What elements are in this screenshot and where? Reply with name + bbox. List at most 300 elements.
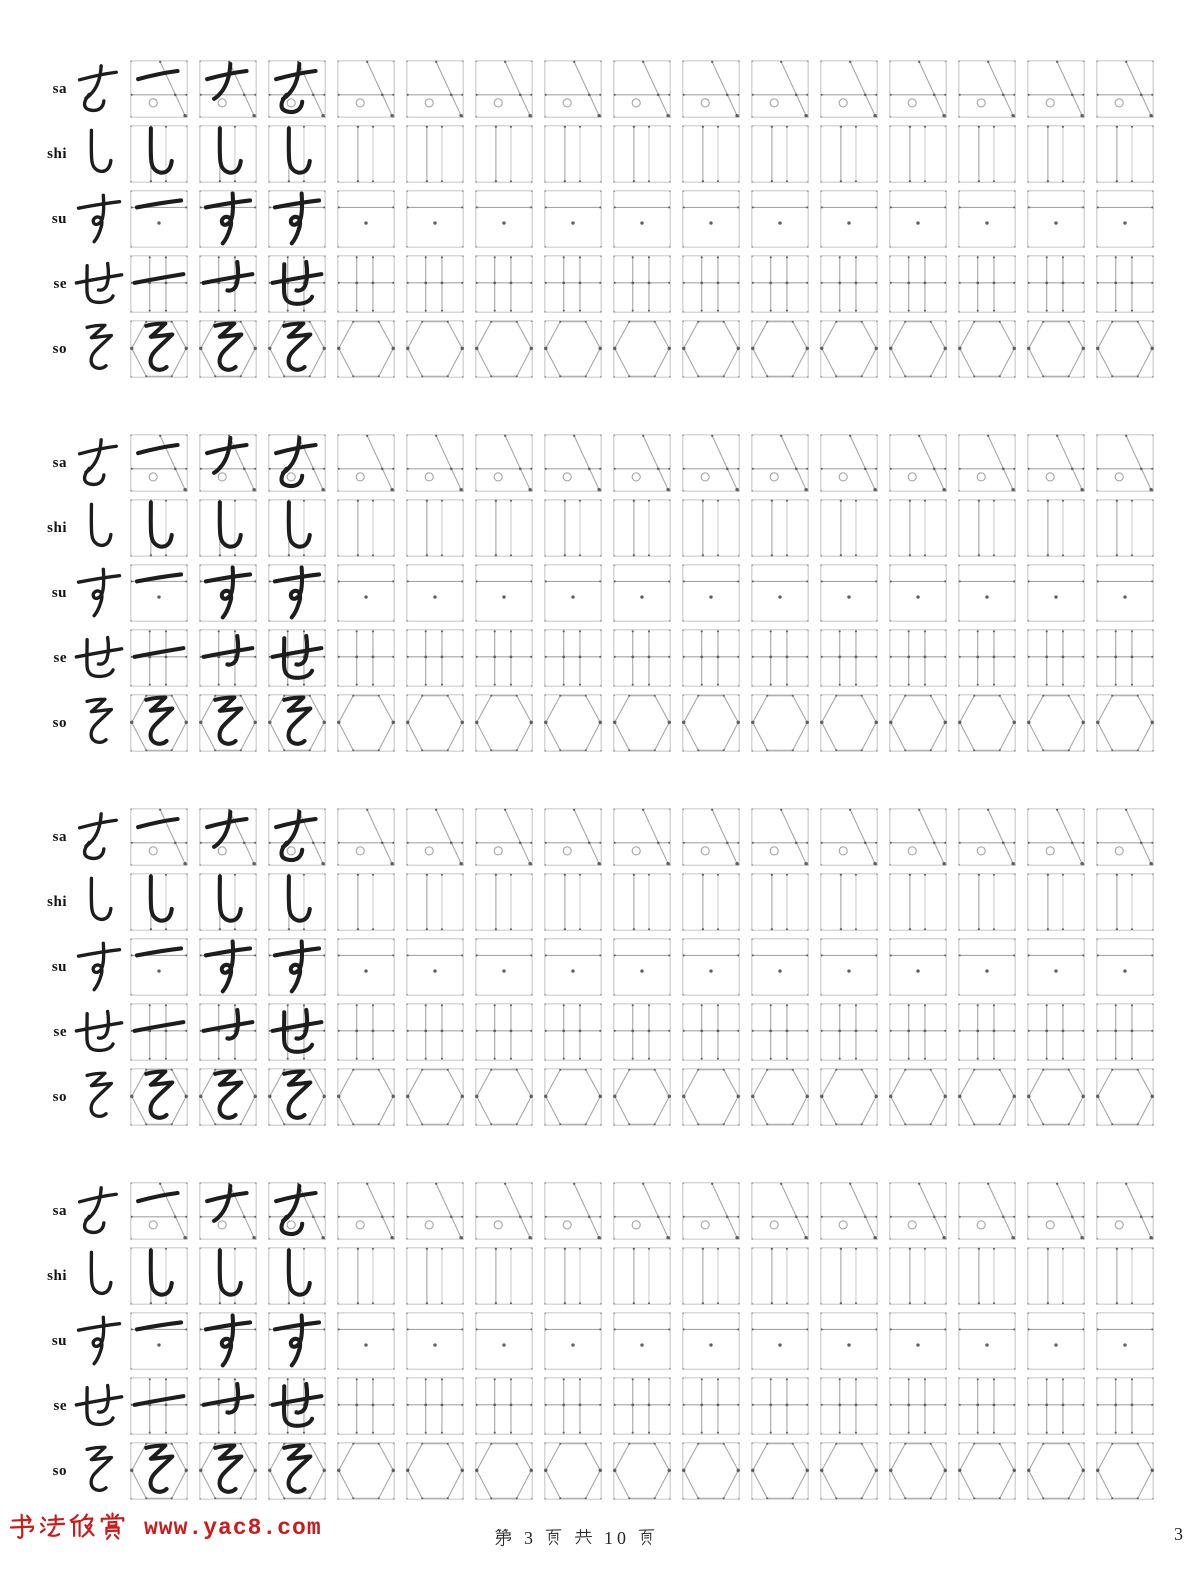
- kana-glyph-se: [72, 1003, 126, 1061]
- practice-boxes-so: [130, 320, 1154, 378]
- practice-cell-shi: [751, 873, 809, 931]
- practice-cell-se: [1027, 255, 1085, 313]
- practice-cell-so: [475, 694, 533, 752]
- practice-cell-se: [1096, 255, 1154, 313]
- practice-cell-so: [820, 1068, 878, 1126]
- practice-cell-se: [958, 1003, 1016, 1061]
- romaji-label-se: se: [53, 275, 67, 292]
- trace-cell-so: [268, 1442, 326, 1500]
- trace-cell-shi: [130, 125, 188, 183]
- practice-cell-su: [406, 938, 464, 996]
- practice-cell-shi: [820, 125, 878, 183]
- practice-boxes-se: [130, 255, 1154, 313]
- practice-cell-shi: [889, 1247, 947, 1305]
- practice-cell-sa: [889, 60, 947, 118]
- kana-glyph-sa: [72, 1182, 126, 1240]
- practice-cell-su: [751, 190, 809, 248]
- practice-cell-se: [613, 629, 671, 687]
- practice-row-se: [0, 1003, 1188, 1061]
- trace-cell-su: [268, 938, 326, 996]
- practice-cell-su: [889, 190, 947, 248]
- trace-cell-shi: [268, 1247, 326, 1305]
- practice-cell-sa: [682, 808, 740, 866]
- trace-cell-shi: [199, 873, 257, 931]
- trace-cell-se: [268, 255, 326, 313]
- practice-cell-so: [751, 1442, 809, 1500]
- practice-cell-su: [337, 190, 395, 248]
- romaji-label-sa: sa: [52, 828, 67, 845]
- kana-glyph-se: [72, 629, 126, 687]
- practice-boxes-su: [130, 564, 1154, 622]
- romaji-label-so: so: [52, 1088, 67, 1105]
- trace-cell-sa: [199, 60, 257, 118]
- practice-block: [0, 1182, 1188, 1500]
- trace-cell-sa: [268, 1182, 326, 1240]
- practice-boxes-su: [130, 938, 1154, 996]
- practice-cell-se: [1027, 629, 1085, 687]
- corner-page-number: 3: [1174, 1524, 1183, 1544]
- practice-cell-shi: [475, 125, 533, 183]
- practice-row-sa: [0, 434, 1188, 492]
- practice-cell-se: [475, 1377, 533, 1435]
- practice-cell-shi: [475, 873, 533, 931]
- practice-cell-se: [889, 1003, 947, 1061]
- practice-cell-su: [1027, 1312, 1085, 1370]
- practice-cell-so: [613, 1442, 671, 1500]
- practice-boxes-so: [130, 1442, 1154, 1500]
- practice-cell-so: [958, 1442, 1016, 1500]
- practice-cell-so: [1096, 320, 1154, 378]
- romaji-label-su: su: [51, 210, 67, 227]
- practice-cell-su: [475, 564, 533, 622]
- trace-cell-su: [199, 938, 257, 996]
- practice-cell-so: [613, 694, 671, 752]
- practice-cell-sa: [1096, 1182, 1154, 1240]
- practice-cell-sa: [613, 434, 671, 492]
- practice-cell-so: [1027, 320, 1085, 378]
- practice-cell-shi: [820, 1247, 878, 1305]
- practice-cell-shi: [337, 873, 395, 931]
- practice-cell-so: [889, 1068, 947, 1126]
- practice-cell-shi: [889, 873, 947, 931]
- practice-cell-su: [337, 1312, 395, 1370]
- practice-boxes-se: [130, 629, 1154, 687]
- trace-cell-su: [130, 1312, 188, 1370]
- practice-cell-shi: [1096, 873, 1154, 931]
- practice-cell-shi: [406, 499, 464, 557]
- practice-cell-shi: [751, 1247, 809, 1305]
- practice-cell-se: [751, 255, 809, 313]
- practice-cell-sa: [1096, 60, 1154, 118]
- practice-cell-shi: [613, 873, 671, 931]
- practice-cell-sa: [613, 1182, 671, 1240]
- practice-block: [0, 60, 1188, 378]
- practice-cell-se: [613, 1003, 671, 1061]
- practice-block: [0, 434, 1188, 752]
- practice-cell-shi: [682, 1247, 740, 1305]
- practice-cell-so: [544, 1442, 602, 1500]
- trace-cell-su: [130, 564, 188, 622]
- practice-cell-sa: [613, 60, 671, 118]
- trace-cell-shi: [130, 499, 188, 557]
- trace-cell-so: [130, 694, 188, 752]
- practice-cell-shi: [889, 499, 947, 557]
- romaji-label-se: se: [53, 1397, 67, 1414]
- practice-cell-shi: [544, 873, 602, 931]
- practice-boxes-so: [130, 1068, 1154, 1126]
- romaji-label-su: su: [51, 584, 67, 601]
- practice-cell-sa: [1096, 808, 1154, 866]
- trace-cell-se: [268, 629, 326, 687]
- practice-blocks: [0, 60, 1188, 1500]
- practice-cell-shi: [337, 125, 395, 183]
- practice-cell-se: [682, 1003, 740, 1061]
- practice-cell-so: [682, 694, 740, 752]
- trace-cell-sa: [268, 60, 326, 118]
- practice-cell-sa: [958, 60, 1016, 118]
- kana-glyph-sa: [72, 434, 126, 492]
- practice-cell-se: [820, 629, 878, 687]
- trace-cell-shi: [199, 125, 257, 183]
- trace-cell-se: [130, 1377, 188, 1435]
- cjk-glyph: [98, 1512, 127, 1543]
- kana-glyph-se: [72, 255, 126, 313]
- practice-cell-su: [406, 190, 464, 248]
- practice-cell-se: [544, 255, 602, 313]
- practice-cell-sa: [682, 60, 740, 118]
- trace-cell-so: [130, 1068, 188, 1126]
- trace-cell-sa: [268, 808, 326, 866]
- practice-cell-sa: [751, 60, 809, 118]
- practice-cell-sa: [1096, 434, 1154, 492]
- practice-row-se: [0, 629, 1188, 687]
- practice-cell-sa: [751, 434, 809, 492]
- kana-glyph-su: [72, 1312, 126, 1370]
- romaji-label-so: so: [52, 1462, 67, 1479]
- page-number-text: 0: [617, 1528, 626, 1548]
- practice-cell-shi: [1096, 499, 1154, 557]
- practice-cell-su: [682, 190, 740, 248]
- practice-cell-shi: [958, 499, 1016, 557]
- trace-cell-su: [199, 564, 257, 622]
- practice-boxes-su: [130, 1312, 1154, 1370]
- practice-cell-se: [820, 255, 878, 313]
- practice-cell-su: [1027, 938, 1085, 996]
- practice-cell-sa: [475, 1182, 533, 1240]
- practice-row-shi: [0, 1247, 1188, 1305]
- practice-boxes-su: [130, 190, 1154, 248]
- kana-glyph-shi: [72, 499, 126, 557]
- practice-cell-se: [613, 1377, 671, 1435]
- romaji-label-shi: shi: [47, 145, 67, 162]
- practice-cell-so: [889, 1442, 947, 1500]
- practice-cell-sa: [682, 434, 740, 492]
- trace-cell-so: [199, 1068, 257, 1126]
- practice-cell-se: [889, 629, 947, 687]
- practice-cell-se: [1096, 1003, 1154, 1061]
- practice-cell-se: [820, 1377, 878, 1435]
- practice-cell-sa: [820, 1182, 878, 1240]
- practice-cell-shi: [475, 1247, 533, 1305]
- practice-cell-so: [1027, 694, 1085, 752]
- practice-cell-se: [682, 629, 740, 687]
- practice-cell-sa: [751, 1182, 809, 1240]
- practice-cell-se: [682, 255, 740, 313]
- romaji-label-su: su: [51, 1332, 67, 1349]
- practice-cell-sa: [889, 1182, 947, 1240]
- practice-cell-shi: [1027, 873, 1085, 931]
- practice-cell-so: [820, 320, 878, 378]
- practice-row-su: [0, 564, 1188, 622]
- trace-cell-se: [199, 1003, 257, 1061]
- trace-cell-sa: [199, 1182, 257, 1240]
- kana-glyph-shi: [72, 1247, 126, 1305]
- romaji-label-sa: sa: [52, 80, 67, 97]
- trace-cell-shi: [268, 873, 326, 931]
- trace-cell-sa: [268, 434, 326, 492]
- practice-cell-so: [1096, 1442, 1154, 1500]
- trace-cell-su: [130, 190, 188, 248]
- practice-cell-so: [613, 320, 671, 378]
- romaji-label-sa: sa: [52, 1202, 67, 1219]
- practice-cell-so: [682, 320, 740, 378]
- practice-cell-su: [613, 938, 671, 996]
- trace-cell-so: [199, 320, 257, 378]
- practice-cell-sa: [682, 1182, 740, 1240]
- practice-boxes-se: [130, 1003, 1154, 1061]
- practice-boxes-sa: [130, 1182, 1154, 1240]
- trace-cell-se: [130, 1003, 188, 1061]
- practice-cell-su: [682, 1312, 740, 1370]
- kana-glyph-se: [72, 1377, 126, 1435]
- practice-cell-shi: [958, 873, 1016, 931]
- practice-cell-shi: [613, 499, 671, 557]
- practice-cell-sa: [475, 808, 533, 866]
- practice-cell-sa: [544, 60, 602, 118]
- practice-cell-su: [544, 190, 602, 248]
- practice-cell-sa: [475, 434, 533, 492]
- practice-cell-se: [337, 1377, 395, 1435]
- practice-cell-su: [475, 190, 533, 248]
- practice-cell-so: [889, 694, 947, 752]
- practice-boxes-shi: [130, 125, 1154, 183]
- practice-cell-so: [544, 1068, 602, 1126]
- practice-cell-so: [958, 1068, 1016, 1126]
- practice-cell-se: [820, 1003, 878, 1061]
- practice-cell-sa: [613, 808, 671, 866]
- practice-cell-se: [751, 629, 809, 687]
- trace-cell-so: [199, 694, 257, 752]
- kana-glyph-sa: [72, 808, 126, 866]
- practice-boxes-sa: [130, 808, 1154, 866]
- trace-cell-so: [199, 1442, 257, 1500]
- practice-cell-su: [1027, 190, 1085, 248]
- practice-cell-sa: [751, 808, 809, 866]
- practice-cell-shi: [475, 499, 533, 557]
- practice-cell-su: [544, 1312, 602, 1370]
- practice-boxes-sa: [130, 60, 1154, 118]
- practice-cell-shi: [820, 873, 878, 931]
- romaji-label-sa: sa: [52, 454, 67, 471]
- practice-cell-so: [544, 694, 602, 752]
- practice-cell-se: [1096, 1377, 1154, 1435]
- trace-cell-so: [130, 320, 188, 378]
- cjk-glyph: [574, 1528, 593, 1548]
- practice-cell-shi: [820, 499, 878, 557]
- practice-cell-shi: [1027, 125, 1085, 183]
- practice-cell-shi: [613, 125, 671, 183]
- practice-cell-se: [337, 1003, 395, 1061]
- trace-cell-se: [130, 255, 188, 313]
- romaji-label-shi: shi: [47, 893, 67, 910]
- practice-cell-shi: [751, 125, 809, 183]
- kana-glyph-su: [72, 938, 126, 996]
- practice-cell-so: [820, 1442, 878, 1500]
- trace-cell-se: [199, 255, 257, 313]
- practice-cell-su: [682, 938, 740, 996]
- trace-cell-sa: [130, 60, 188, 118]
- practice-cell-shi: [1096, 1247, 1154, 1305]
- practice-cell-su: [958, 564, 1016, 622]
- practice-cell-su: [889, 1312, 947, 1370]
- trace-cell-so: [268, 1068, 326, 1126]
- practice-row-sa: [0, 1182, 1188, 1240]
- practice-cell-su: [1096, 1312, 1154, 1370]
- kana-glyph-so: [72, 694, 126, 752]
- practice-cell-sa: [820, 60, 878, 118]
- practice-cell-sa: [1027, 60, 1085, 118]
- practice-cell-su: [544, 938, 602, 996]
- practice-cell-se: [475, 1003, 533, 1061]
- practice-cell-shi: [751, 499, 809, 557]
- practice-row-se: [0, 1377, 1188, 1435]
- trace-cell-so: [268, 320, 326, 378]
- trace-cell-su: [268, 564, 326, 622]
- cjk-glyph: [637, 1528, 656, 1548]
- practice-cell-sa: [958, 1182, 1016, 1240]
- trace-cell-se: [268, 1003, 326, 1061]
- practice-cell-su: [406, 1312, 464, 1370]
- practice-cell-so: [544, 320, 602, 378]
- practice-cell-sa: [475, 60, 533, 118]
- practice-cell-so: [337, 1442, 395, 1500]
- practice-row-so: [0, 320, 1188, 378]
- practice-cell-so: [406, 320, 464, 378]
- practice-cell-su: [613, 564, 671, 622]
- trace-cell-su: [268, 1312, 326, 1370]
- practice-cell-su: [958, 1312, 1016, 1370]
- practice-cell-su: [1096, 564, 1154, 622]
- practice-cell-so: [751, 694, 809, 752]
- practice-cell-shi: [406, 873, 464, 931]
- practice-cell-se: [475, 629, 533, 687]
- practice-cell-so: [1027, 1442, 1085, 1500]
- kana-glyph-so: [72, 1068, 126, 1126]
- practice-cell-so: [337, 694, 395, 752]
- practice-boxes-shi: [130, 1247, 1154, 1305]
- practice-row-shi: [0, 873, 1188, 931]
- practice-cell-se: [1027, 1377, 1085, 1435]
- practice-cell-shi: [544, 499, 602, 557]
- practice-cell-se: [544, 1377, 602, 1435]
- practice-cell-su: [751, 564, 809, 622]
- practice-cell-so: [682, 1442, 740, 1500]
- kana-glyph-su: [72, 564, 126, 622]
- practice-cell-sa: [544, 434, 602, 492]
- practice-cell-so: [751, 1068, 809, 1126]
- romaji-label-se: se: [53, 649, 67, 666]
- practice-cell-su: [613, 190, 671, 248]
- trace-cell-sa: [130, 1182, 188, 1240]
- practice-cell-sa: [337, 60, 395, 118]
- practice-cell-shi: [1096, 125, 1154, 183]
- practice-cell-shi: [1027, 499, 1085, 557]
- practice-cell-sa: [958, 808, 1016, 866]
- practice-row-shi: [0, 499, 1188, 557]
- practice-cell-so: [337, 320, 395, 378]
- practice-cell-su: [406, 564, 464, 622]
- practice-cell-shi: [544, 1247, 602, 1305]
- practice-cell-se: [889, 255, 947, 313]
- kana-glyph-so: [72, 1442, 126, 1500]
- cjk-glyph: [494, 1528, 513, 1548]
- practice-cell-shi: [406, 1247, 464, 1305]
- practice-cell-su: [820, 938, 878, 996]
- practice-cell-se: [337, 629, 395, 687]
- practice-cell-so: [889, 320, 947, 378]
- practice-cell-shi: [337, 499, 395, 557]
- practice-cell-so: [958, 320, 1016, 378]
- trace-cell-se: [199, 629, 257, 687]
- trace-cell-se: [130, 629, 188, 687]
- practice-cell-so: [475, 320, 533, 378]
- practice-cell-shi: [337, 1247, 395, 1305]
- practice-cell-sa: [958, 434, 1016, 492]
- practice-cell-so: [958, 694, 1016, 752]
- practice-cell-shi: [682, 125, 740, 183]
- trace-cell-shi: [130, 873, 188, 931]
- romaji-label-shi: shi: [47, 519, 67, 536]
- practice-cell-shi: [1027, 1247, 1085, 1305]
- practice-boxes-sa: [130, 434, 1154, 492]
- practice-cell-se: [544, 629, 602, 687]
- practice-cell-sa: [820, 808, 878, 866]
- practice-cell-su: [1096, 938, 1154, 996]
- practice-cell-su: [682, 564, 740, 622]
- trace-cell-shi: [268, 499, 326, 557]
- practice-cell-se: [751, 1003, 809, 1061]
- practice-row-se: [0, 255, 1188, 313]
- practice-cell-sa: [544, 1182, 602, 1240]
- trace-cell-se: [199, 1377, 257, 1435]
- practice-row-su: [0, 190, 1188, 248]
- practice-cell-se: [613, 255, 671, 313]
- practice-cell-so: [337, 1068, 395, 1126]
- practice-cell-sa: [544, 808, 602, 866]
- practice-cell-shi: [682, 873, 740, 931]
- trace-cell-shi: [199, 499, 257, 557]
- trace-cell-su: [268, 190, 326, 248]
- romaji-label-so: so: [52, 340, 67, 357]
- practice-cell-se: [406, 1003, 464, 1061]
- practice-cell-so: [820, 694, 878, 752]
- practice-cell-se: [406, 255, 464, 313]
- practice-cell-sa: [1027, 434, 1085, 492]
- trace-cell-so: [130, 1442, 188, 1500]
- practice-cell-se: [1027, 1003, 1085, 1061]
- practice-row-su: [0, 1312, 1188, 1370]
- trace-cell-shi: [130, 1247, 188, 1305]
